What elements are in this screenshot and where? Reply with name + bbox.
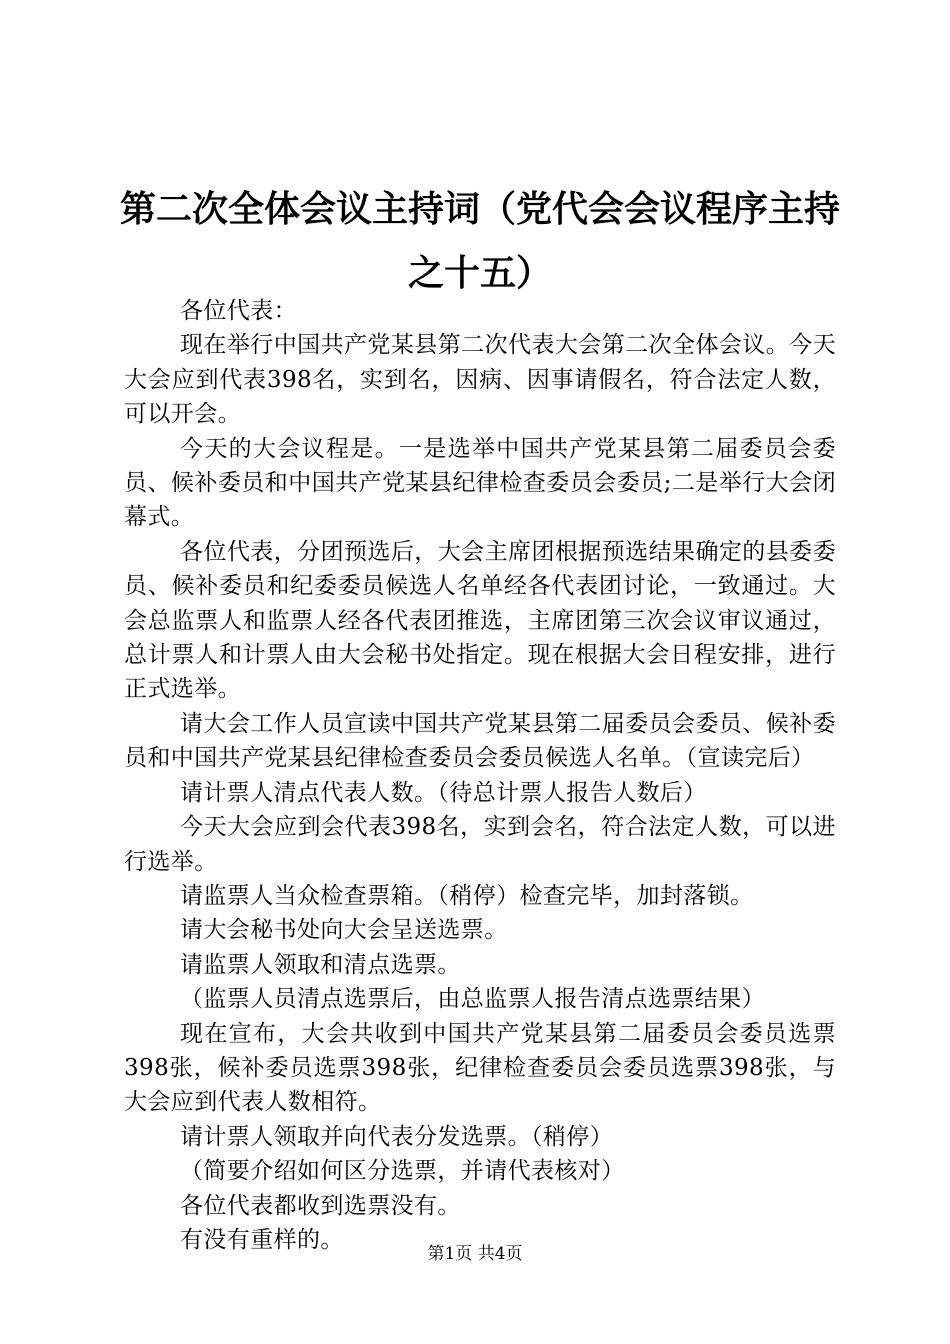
- paragraph: 请大会秘书处向大会呈送选票。: [180, 917, 508, 944]
- paragraph: 请监票人当众检查票箱。（稍停）检查完毕，加封落锁。: [180, 882, 754, 909]
- paragraph: 现在举行中国共产党某县第二次代表大会第二次全体会议。今天大会应到代表398名，实到名，因病、因事请假名，符合法定人数，可以开会。: [124, 332, 836, 428]
- page-footer: 第1页 共4页: [427, 1244, 523, 1264]
- paragraph: 请计票人领取并向代表分发选票。（稍停）: [180, 1123, 614, 1150]
- paragraph: （简要介绍如何区分选票，并请代表核对）: [180, 1158, 625, 1185]
- paragraph: 请大会工作人员宣读中国共产党某县第二届委员会委员、候补委员和中国共产党某县纪律检查委员会委员候选人名单。（宣读完后）: [124, 710, 836, 772]
- paragraph: 请计票人清点代表人数。（待总计票人报告人数后）: [180, 779, 707, 806]
- paragraph: 有没有重样的。: [180, 1226, 344, 1253]
- paragraph: 各位代表都收到选票没有。: [180, 1192, 461, 1219]
- paragraph: 请监票人领取和清点选票。: [180, 951, 461, 978]
- paragraph: 今天大会应到会代表398名，实到会名，符合法定人数，可以进行选举。: [124, 814, 836, 875]
- paragraph: 今天的大会议程是。一是选举中国共产党某县第二届委员会委员、候补委员和中国共产党某县纪律检查委员会委员;二是举行大会闭幕式。: [124, 435, 836, 531]
- paragraph: 各位代表，分团预选后，大会主席团根据预选结果确定的县委委员、候补委员和纪委委员候选人名单经各代表团讨论，一致通过。大会总监票人和监票人经各代表团推选，主席团第三次会议审议通过，总计票人和计票人由大会秘书处指定。现在根据大会日程安排，进行正式选举。: [124, 538, 836, 703]
- document-body: [124, 294, 836, 1257]
- document-title: 第二次全体会议主持词（党代会会议程序主持之十五）: [119, 189, 840, 294]
- paragraph-salutation: 各位代表：: [180, 298, 297, 324]
- paragraph: （监票人员清点选票后，由总监票人报告清点选票结果）: [180, 986, 765, 1013]
- paragraph: 现在宣布，大会共收到中国共产党某县第二届委员会委员选票398张，候补委员选票398张，纪律检查委员会委员选票398张，与大会应到代表人数相符。: [124, 1020, 836, 1116]
